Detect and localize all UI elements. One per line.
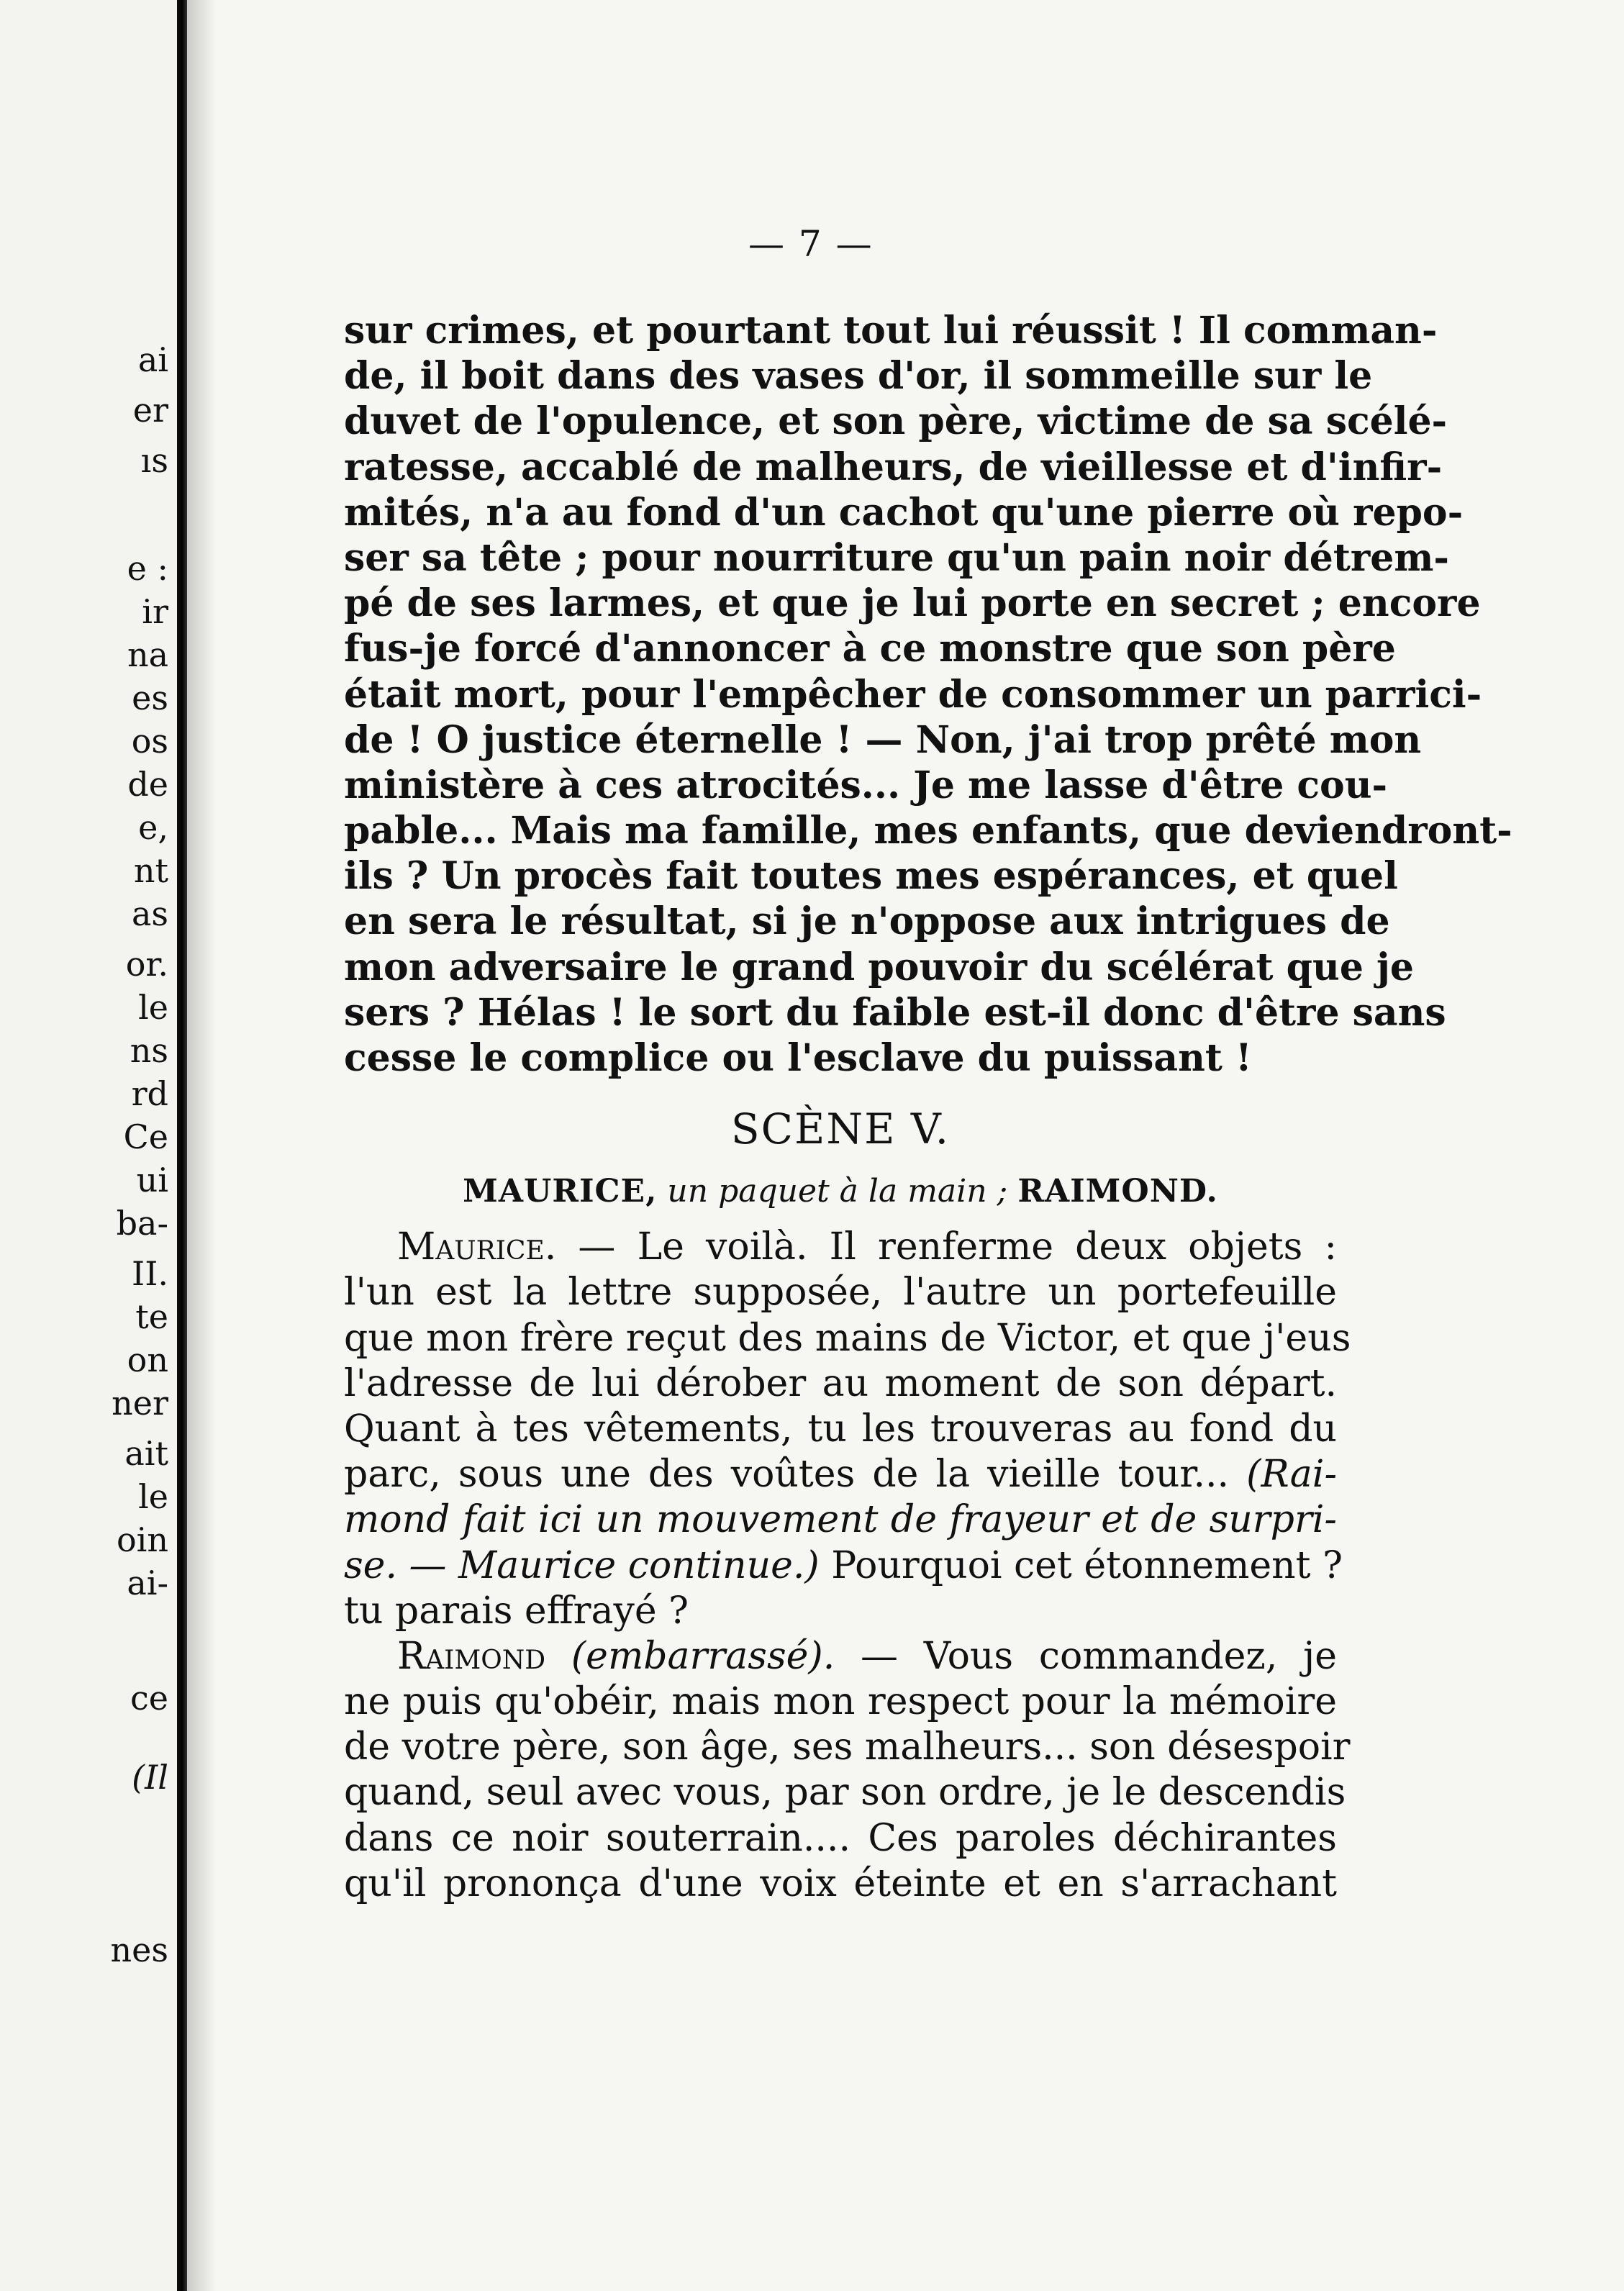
left-page-fragment: os (131, 722, 168, 761)
stage-direction (344, 1161, 1337, 1222)
dialogue-line: quand, seul avec vous, par son ordre, je le descendis (344, 1771, 1346, 1815)
dialogue-line (344, 1225, 1337, 1270)
scene-heading: SCÈNE V. (730, 1104, 951, 1154)
left-page-fragment: (Il (132, 1758, 168, 1797)
dialogue-line (344, 1452, 1337, 1497)
left-page-fragment: ai- (127, 1564, 168, 1602)
dialogue-line (344, 1543, 1343, 1589)
left-page-fragment: le (138, 988, 168, 1027)
dialogue-text: — Le voilà. Il renferme deux objets : (578, 1225, 1337, 1269)
monologue-paragraph (344, 308, 1512, 1081)
text-line: mon adversaire le grand pouvoir du scélérat que je (344, 945, 1414, 989)
left-page-fragment: e : (127, 549, 168, 588)
stage-direction-text: (embarrassé). (571, 1634, 835, 1678)
dialogue-line: l'un est la lettre supposée, l'autre un portefeuille (344, 1271, 1337, 1315)
left-page-fragment: na (127, 635, 168, 674)
text-line: de, il boit dans des vases d'or, il sommeille sur le (344, 354, 1373, 399)
dialogue-line: de votre père, son âge, ses malheurs... son désespoir (344, 1725, 1351, 1769)
text-line: ils ? Un procès fait toutes mes espérances, et quel (344, 854, 1398, 899)
left-page-margin (0, 0, 181, 2291)
stage-direction-line: mond fait ici un mouvement de frayeur et de surpri- (344, 1498, 1337, 1542)
text-line: mités, n'a au fond d'un cachot qu'une pierre où repo- (344, 490, 1464, 535)
speaker-name: Maurice. (397, 1225, 557, 1269)
dialogue (344, 1225, 1351, 1907)
left-page-fragment: or. (125, 945, 168, 984)
dialogue-text: Pourquoi cet étonnement ? (831, 1543, 1343, 1587)
text-line: fus-je forcé d'annoncer à ce monstre que son père (344, 627, 1396, 671)
left-page-fragment: ai (137, 340, 168, 379)
left-page-fragment: ner (112, 1384, 168, 1423)
left-page-fragment: oin (116, 1520, 168, 1559)
left-page-fragment: ce (130, 1679, 168, 1718)
gutter-shadow (187, 0, 216, 2291)
text-line: pable... Mais ma famille, mes enfants, que deviendront- (344, 809, 1512, 853)
left-page-fragment: er (132, 391, 168, 430)
left-page-fragment: e, (138, 808, 168, 847)
dialogue-line: Quant à tes vêtements, tu les trouveras au fond du (344, 1407, 1337, 1451)
text-line: sers ? Hélas ! le sort du faible est-il donc d'être sans (344, 990, 1446, 1035)
text-line: ser sa tête ; pour nourriture qu'un pain noir détrem- (344, 535, 1449, 580)
left-page-fragment: as (131, 894, 168, 933)
stage-direction-text: (Rai- (1246, 1453, 1338, 1497)
left-page-fragment: rd (131, 1074, 168, 1113)
left-page-fragment: ui (136, 1161, 168, 1199)
text-line: pé de ses larmes, et que je lui porte en secret ; encore (344, 581, 1481, 626)
dialogue-line: tu parais effrayé ? (344, 1589, 689, 1633)
dialogue-line (344, 1634, 1337, 1679)
page-number: — 7 — (748, 223, 874, 265)
left-page-fragment: le (138, 1477, 168, 1516)
left-page-fragment: Ce (123, 1117, 168, 1156)
left-page-fragment: II. (132, 1254, 168, 1293)
book-gutter (177, 0, 187, 2291)
left-page-fragment: ir (142, 592, 168, 631)
left-page-fragment: ns (130, 1031, 168, 1070)
dialogue-line: qu'il prononça d'une voix éteinte et en s'arrachant (344, 1861, 1337, 1905)
left-page-fragment: te (135, 1297, 168, 1336)
text-line: duvet de l'opulence, et son père, victime de sa scélé- (344, 399, 1448, 444)
stage-direction-text: un paquet à la main ; (667, 1173, 1008, 1210)
text-line: sur crimes, et pourtant tout lui réussit ! Il comman- (344, 309, 1438, 353)
dialogue-text: parc, sous une des voûtes de la vieille tour... (344, 1453, 1230, 1497)
speaker-name: Raimond (397, 1634, 546, 1678)
text-line: de ! O justice éternelle ! — Non, j'ai trop prêté mon (344, 717, 1422, 762)
text-line: ministère à ces atrocités... Je me lasse d'être cou- (344, 763, 1388, 807)
left-page-fragment: ıs (140, 441, 168, 480)
text-line: cesse le complice ou l'esclave du puissant ! (344, 1036, 1252, 1080)
page-text (344, 308, 1512, 1907)
stage-direction-text: se. — Maurice continue.) (344, 1543, 820, 1587)
character-name: MAURICE, (463, 1173, 658, 1210)
dialogue-line: que mon frère reçut des mains de Victor, et que j'eus (344, 1316, 1351, 1360)
text-line: ratesse, accablé de malheurs, de vieillesse et d'infir- (344, 445, 1443, 489)
dialogue-line: ne puis qu'obéir, mais mon respect pour la mémoire (344, 1680, 1337, 1724)
left-page-fragment: on (127, 1340, 168, 1379)
left-page-fragment: es (132, 679, 168, 717)
text-line: en sera le résultat, si je n'oppose aux intrigues de (344, 899, 1390, 944)
left-page-fragment: nt (133, 851, 168, 890)
left-page-fragment: nes (110, 1931, 168, 1969)
character-name: RAIMOND. (1017, 1173, 1218, 1210)
left-page-fragment: ait (124, 1434, 168, 1473)
left-page-fragment: de (127, 765, 168, 804)
text-line: était mort, pour l'empêcher de consommer un parrici- (344, 672, 1482, 717)
dialogue-line: l'adresse de lui dérober au moment de son départ. (344, 1361, 1337, 1405)
dialogue-line: dans ce noir souterrain.... Ces paroles déchirantes (344, 1816, 1337, 1860)
left-page-fragment: ba- (116, 1204, 168, 1243)
dialogue-text: — Vous commandez, je (861, 1634, 1338, 1678)
